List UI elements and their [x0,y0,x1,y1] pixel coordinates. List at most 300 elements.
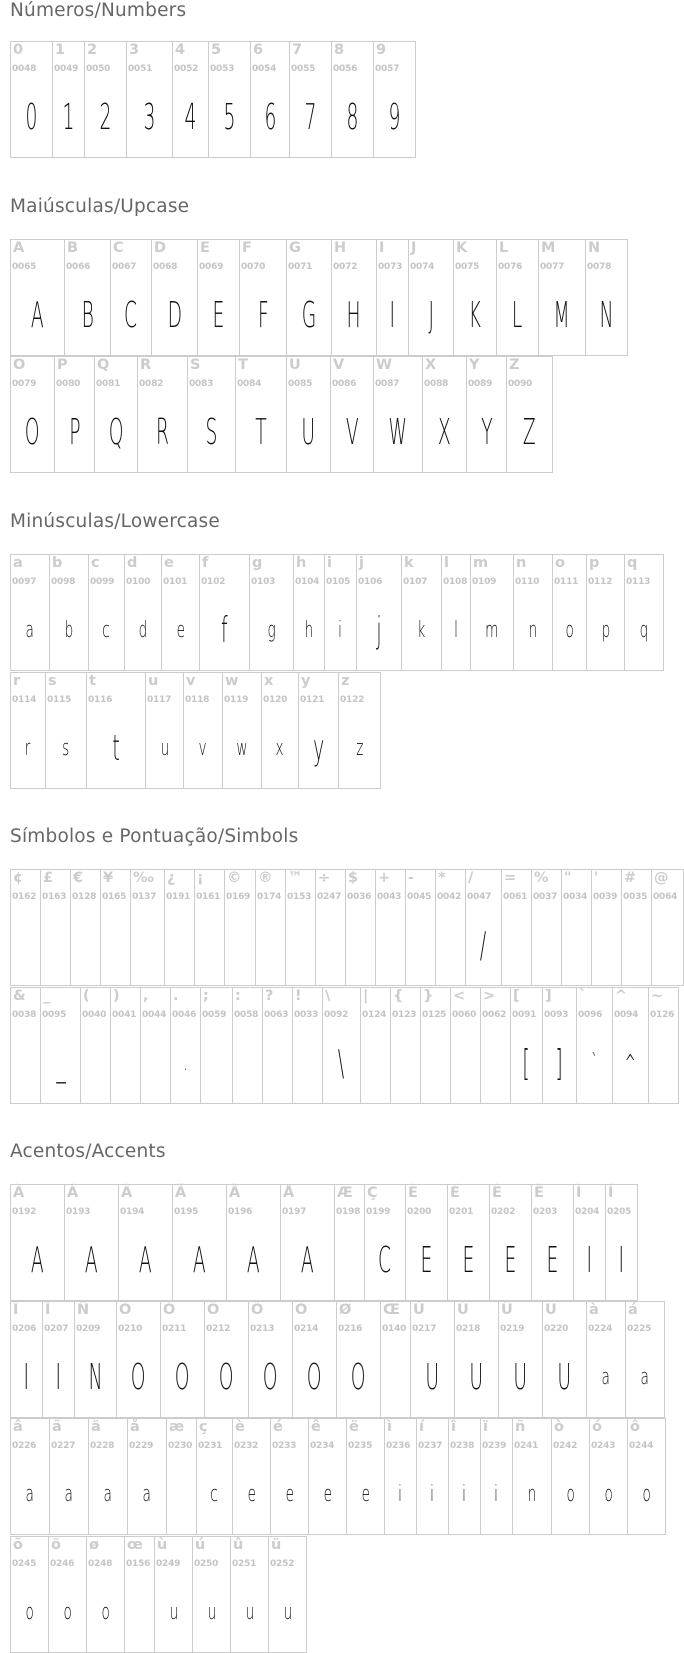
glyph-sample [497,288,538,344]
glyph-cell-0235 [346,1418,385,1535]
glyph-cell-0070 [239,239,287,356]
glyph-sample [532,1233,573,1289]
glyph-sample-text: O [175,1357,190,1398]
cell-character-label: œ [127,1537,143,1553]
glyph-cell-0059 [200,987,233,1104]
glyph-cell-0198 [334,1184,365,1301]
glyph-cell-0107 [401,554,442,671]
cell-char-code: 0137 [132,892,157,902]
glyph-sample-text: L [512,295,523,336]
cell-character-label: P [57,357,68,373]
glyph-cell-0069 [197,239,240,356]
cell-char-code: 0120 [263,695,288,705]
cell-char-code: 0077 [540,262,565,272]
glyph-sample-text: C [378,1240,392,1281]
glyph-sample [590,1467,627,1523]
glyph-cell-0082 [137,356,188,473]
cell-char-code: 0117 [147,695,172,705]
glyph-sample [49,1585,86,1641]
cell-char-code: 0064 [653,892,678,902]
glyph-sample [454,288,496,344]
cell-char-code: 0076 [498,262,523,272]
glyph-sample [532,918,561,974]
glyph-sample [223,721,261,777]
cell-character-label: . [173,988,179,1004]
cell-character-label: $ [348,870,359,886]
glyph-cell-0123 [390,987,421,1104]
glyph-sample-text: w [236,736,248,761]
cell-character-label: } [423,988,434,1004]
cell-character-label: E [200,240,210,256]
cell-character-label: æ [169,1419,185,1435]
glyph-cell-0074 [408,239,454,356]
glyph-cell-0033 [292,987,323,1104]
glyph-cell-0066 [64,239,111,356]
cell-character-label: ó [592,1419,602,1435]
glyph-sample-text: W [388,412,408,453]
glyph-sample [65,288,110,344]
glyph-cell-0109 [470,554,514,671]
glyph-sample [249,1350,292,1406]
cell-char-code: 0096 [578,1010,603,1020]
glyph-sample [406,918,435,974]
glyph-sample [50,1467,88,1523]
cell-character-label: ; [203,988,209,1004]
cell-character-label: f [202,555,209,571]
glyph-sample-text: E [462,1240,475,1281]
glyph-sample-text: o [642,1482,651,1507]
cell-char-code: 0062 [482,1010,507,1020]
cell-char-code: 0067 [112,262,137,272]
cell-character-label: g [252,555,263,571]
cell-character-label: > [483,988,496,1004]
glyph-sample [376,918,405,974]
cell-char-code: 0156 [126,1559,151,1569]
cell-char-code: 0044 [142,1010,167,1020]
glyph-cell-0116 [86,672,146,789]
glyph-sample [402,603,441,659]
glyph-sample [592,918,621,974]
glyph-sample [286,918,315,974]
cell-char-code: 0220 [544,1324,569,1334]
glyph-sample-text: Y [480,412,493,453]
glyph-sample-text: a [640,1365,650,1390]
glyph-cell-0071 [286,239,332,356]
cell-char-code: 0041 [112,1010,137,1020]
glyph-cell-0088 [422,356,467,473]
glyph-sample [449,1467,480,1523]
cell-char-code: 0056 [333,64,358,74]
glyph-sample [287,288,331,344]
glyph-cell-0081 [94,356,138,473]
cell-char-code: 0199 [366,1207,391,1217]
glyph-cell-0191 [164,869,195,986]
cell-char-code: 0206 [12,1324,37,1334]
glyph-sample-text: I [586,1240,593,1281]
cell-character-label: z [341,673,350,689]
cell-char-code: 0234 [310,1441,335,1451]
glyph-cell-0046 [170,987,201,1104]
glyph-cell-0085 [286,356,331,473]
glyph-cell-0125 [420,987,451,1104]
cell-char-code: 0050 [86,64,111,74]
glyph-sample-text: u [207,1600,216,1625]
glyph-cell-0251 [230,1536,269,1653]
glyph-sample [201,1036,232,1092]
glyph-grid-row [10,41,416,158]
glyph-sample-text: N [88,1357,103,1398]
glyph-sample-text: F [257,295,269,336]
glyph-sample [209,90,250,146]
glyph-sample [448,1233,489,1289]
glyph-cell-0237 [416,1418,449,1535]
glyph-sample [409,288,453,344]
glyph-sample-text: K [468,295,482,336]
cell-character-label: I [379,240,385,256]
glyph-cell-0112 [586,554,625,671]
glyph-sample [586,288,627,344]
glyph-cell-0196 [226,1184,281,1301]
cell-character-label: U [289,357,301,373]
glyph-cell-0068 [151,239,198,356]
glyph-sample [514,603,552,659]
glyph-sample-text: A [31,1240,44,1281]
glyph-sample [125,603,161,659]
cell-character-label: Ü [545,1302,557,1318]
glyph-cell-0053 [208,41,251,158]
cell-char-code: 0100 [126,577,151,587]
glyph-cell-0062 [480,987,511,1104]
cell-char-code: 0202 [491,1207,516,1217]
cell-character-label: Ë [534,1185,544,1201]
glyph-sample [53,90,84,146]
cell-character-label: _ [43,988,51,1004]
cell-char-code: 0065 [12,262,37,272]
glyph-sample [250,603,293,659]
glyph-cell-0242 [551,1418,590,1535]
cell-character-label: ÷ [318,870,331,886]
glyph-cell-0200 [405,1184,448,1301]
cell-character-label: 5 [211,42,222,58]
cell-char-code: 0114 [12,695,37,705]
glyph-sample-text: A [193,1240,206,1281]
glyph-cell-0192 [10,1184,65,1301]
cell-character-label: - [408,870,415,886]
glyph-cell-0101 [161,554,200,671]
glyph-cell-0110 [513,554,553,671]
cell-character-label: ä [91,1419,101,1435]
glyph-cell-0096 [576,987,613,1104]
cell-character-label: # [624,870,637,886]
cell-character-label: * [438,870,446,886]
glyph-grid-row [10,1184,638,1301]
cell-character-label: S [190,357,201,373]
glyph-sample-text: i [430,1482,435,1507]
glyph-cell-0078 [585,239,628,356]
glyph-sample [467,405,506,461]
glyph-sample [361,1036,390,1092]
cell-character-label: T [238,357,248,373]
glyph-sample [197,1467,232,1523]
cell-character-label: ~ [651,988,664,1004]
cell-char-code: 0165 [102,892,127,902]
glyph-sample [188,405,235,461]
glyph-sample-text: d [138,618,148,643]
glyph-cell-0218 [454,1301,499,1418]
cell-char-code: 0247 [317,892,342,902]
glyph-sample [613,1036,648,1092]
cell-char-code: 0212 [206,1324,231,1334]
glyph-cell-0075 [453,239,497,356]
cell-char-code: 0228 [90,1441,115,1451]
glyph-cell-0067 [110,239,152,356]
glyph-grid-row [10,869,684,986]
glyph-grid-row [10,1418,666,1535]
cell-char-code: 0249 [156,1559,181,1569]
glyph-grid-row [10,672,381,789]
glyph-cell-0204 [573,1184,606,1301]
glyph-cell-0161 [194,869,225,986]
cell-char-code: 0108 [443,577,468,587]
glyph-cell-0103 [249,554,294,671]
glyph-cell-0226 [10,1418,50,1535]
glyph-sample-text: u [160,736,169,761]
cell-character-label: È [408,1185,418,1201]
glyph-cell-0213 [248,1301,293,1418]
glyph-cell-0230 [166,1418,197,1535]
glyph-sample-text: E [212,295,225,336]
cell-char-code: 0052 [174,64,199,74]
glyph-cell-0169 [224,869,256,986]
glyph-sample-text: 0 [25,97,38,138]
cell-char-code: 0038 [12,1010,37,1020]
glyph-sample-text: X [438,412,451,453]
glyph-cell-0091 [510,987,543,1104]
glyph-cell-0086 [330,356,374,473]
glyph-cell-0225 [625,1301,665,1418]
glyph-sample-text: a [64,1482,74,1507]
cell-character-label: Ø [339,1302,352,1318]
glyph-cell-0205 [605,1184,638,1301]
glyph-sample-text: U [301,412,316,453]
glyph-cell-0063 [262,987,293,1104]
glyph-sample-text: 8 [346,97,359,138]
glyph-sample [374,90,415,146]
cell-character-label: O [13,357,26,373]
glyph-sample-text: p [601,618,610,643]
glyph-sample [173,1233,226,1289]
cell-char-code: 0073 [378,262,403,272]
glyph-sample-text: j [376,610,382,651]
cell-character-label: ¡ [197,870,204,886]
glyph-sample-text: M [553,295,571,336]
cell-char-code: 0092 [324,1010,349,1020]
cell-char-code: 0162 [12,892,37,902]
glyph-cell-0042 [435,869,466,986]
glyph-sample [421,1036,450,1092]
glyph-cell-0037 [531,869,562,986]
glyph-sample-text: q [639,618,649,643]
glyph-sample [171,1036,200,1092]
glyph-cell-0118 [183,672,223,789]
glyph-cell-0093 [542,987,577,1104]
glyph-sample [502,918,531,974]
cell-character-label: ñ [515,1419,526,1435]
cell-char-code: 0252 [270,1559,295,1569]
glyph-cell-0243 [589,1418,628,1535]
glyph-sample [71,918,100,974]
glyph-sample-text: U [557,1357,572,1398]
glyph-cell-0202 [489,1184,532,1301]
glyph-sample [347,1467,384,1523]
glyph-sample-text: o [25,1600,34,1625]
cell-character-label: ( [83,988,90,1004]
cell-character-label: 9 [376,42,387,58]
glyph-sample [417,1467,448,1523]
glyph-sample-text: a [25,618,35,643]
glyph-cell-0080 [54,356,95,473]
glyph-sample [269,1585,306,1641]
glyph-cell-0126 [648,987,679,1104]
cell-character-label: Â [121,1185,133,1201]
glyph-sample-text: l [454,618,458,643]
glyph-sample-text: A [85,1240,98,1281]
glyph-sample-text: a [142,1482,152,1507]
glyph-sample-text: o [63,1600,72,1625]
glyph-sample-text: T [255,412,267,453]
glyph-cell-0065 [10,239,65,356]
glyph-sample-text: o [604,1482,613,1507]
glyph-sample-text: Z [523,412,536,453]
cell-char-code: 0118 [185,695,210,705]
glyph-sample-text: Q [108,412,124,453]
glyph-cell-0051 [126,41,173,158]
glyph-cell-0034 [561,869,592,986]
glyph-sample [146,721,183,777]
cell-character-label: 0 [13,42,24,58]
glyph-sample-text: E [420,1240,433,1281]
glyph-sample [11,90,52,146]
cell-character-label: @ [654,870,669,886]
glyph-cell-0137 [130,869,165,986]
cell-char-code: 0033 [294,1010,319,1020]
glyph-cell-0197 [280,1184,335,1301]
glyph-sample-text: x [275,736,285,761]
cell-char-code: 0083 [189,379,214,389]
section-title-numeros-numbers: Números/Numbers [10,0,187,21]
glyph-sample [411,1350,454,1406]
cell-char-code: 0116 [88,695,113,705]
glyph-cell-0106 [356,554,402,671]
glyph-sample [43,1350,74,1406]
cell-character-label: 3 [129,42,140,58]
cell-char-code: 0209 [76,1324,101,1334]
cell-char-code: 0082 [139,379,164,389]
glyph-sample-text: . [183,1051,188,1076]
cell-character-label: D [154,240,167,256]
glyph-cell-0238 [448,1418,481,1535]
cell-char-code: 0246 [50,1559,75,1569]
cell-char-code: 0224 [588,1324,613,1334]
glyph-sample [377,288,408,344]
cell-character-label: A [13,240,25,256]
section-title-maiusculas-upcase: Maiúsculas/Upcase [10,196,190,217]
glyph-sample-text: e [176,618,185,643]
glyph-sample [436,918,465,974]
glyph-sample [87,721,145,777]
glyph-cell-0250 [192,1536,231,1653]
cell-character-label: í [419,1419,424,1435]
cell-char-code: 0243 [591,1441,616,1451]
cell-character-label: { [393,988,404,1004]
glyph-sample [622,918,651,974]
cell-char-code: 0042 [437,892,462,902]
cell-char-code: 0242 [553,1441,578,1451]
cell-character-label: L [499,240,509,256]
cell-char-code: 0250 [194,1559,219,1569]
glyph-sample-text: A [139,1240,152,1281]
glyph-grid-row [10,1301,665,1418]
glyph-sample-text: I [55,1357,62,1398]
glyph-sample [323,1036,360,1092]
glyph-sample [262,721,298,777]
glyph-cell-0153 [285,869,316,986]
cell-char-code: 0070 [241,262,266,272]
glyph-grid-row [10,554,664,671]
glyph-cell-0252 [268,1536,307,1653]
cell-char-code: 0198 [336,1207,361,1217]
cell-char-code: 0054 [252,64,277,74]
section-title-simbolos-e-pontuacao-simbols: Símbolos e Pontuação/Simbols [10,826,299,847]
glyph-sample [332,288,376,344]
cell-char-code: 0060 [452,1010,477,1020]
glyph-cell-0041 [110,987,141,1104]
cell-character-label: û [233,1537,244,1553]
glyph-sample-text: C [124,295,138,336]
glyph-sample [471,603,513,659]
glyph-sample [507,405,552,461]
cell-char-code: 0194 [120,1207,145,1217]
glyph-sample [87,1585,124,1641]
glyph-sample-text: n [527,1482,537,1507]
glyph-cell-0108 [441,554,471,671]
cell-character-label: Õ [251,1302,264,1318]
glyph-sample-text: t [112,728,120,769]
glyph-cell-0099 [88,554,125,671]
glyph-sample [451,1036,480,1092]
glyph-cell-0249 [154,1536,193,1653]
glyph-cell-0098 [49,554,89,671]
cell-char-code: 0053 [210,64,235,74]
cell-char-code: 0201 [449,1207,474,1217]
glyph-cell-0220 [542,1301,587,1418]
glyph-sample [256,918,285,974]
cell-char-code: 0084 [237,379,262,389]
glyph-sample [184,721,222,777]
cell-character-label: ¥ [103,870,114,886]
glyph-sample-text: u [245,1600,254,1625]
glyph-cell-0211 [160,1301,205,1418]
glyph-cell-0036 [345,869,376,986]
cell-character-label: F [242,240,252,256]
glyph-sample [65,1233,118,1289]
cell-char-code: 0225 [627,1324,652,1334]
glyph-cell-0117 [145,672,184,789]
glyph-cell-0048 [10,41,53,158]
glyph-sample [628,1467,665,1523]
cell-char-code: 0098 [51,577,76,587]
glyph-sample [11,1036,40,1092]
